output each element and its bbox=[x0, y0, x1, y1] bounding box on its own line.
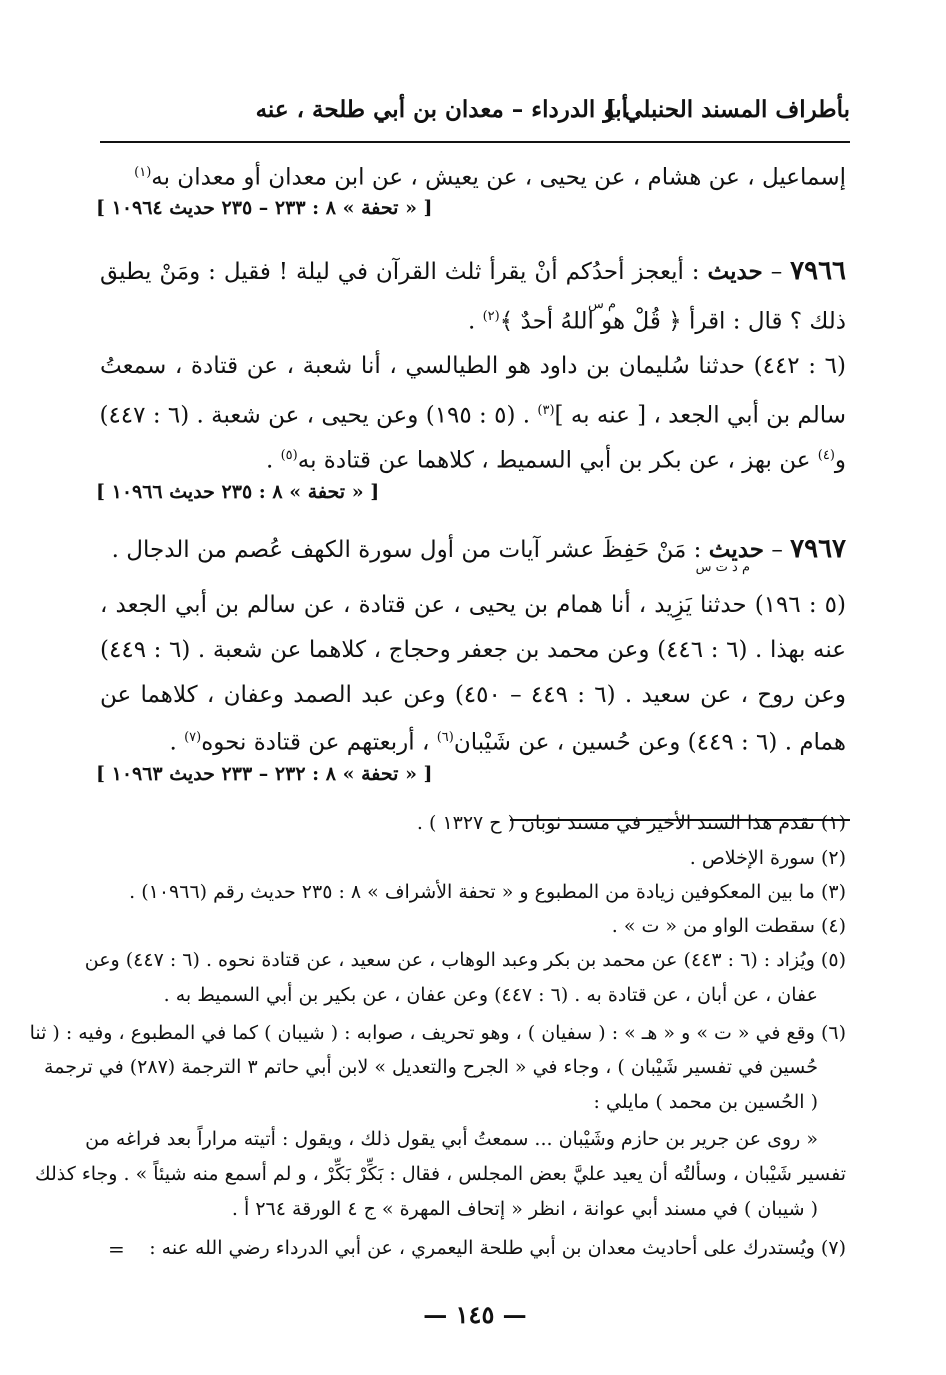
intro-line bbox=[134, 156, 846, 195]
hadith-number: ٧٩٦٧ bbox=[790, 534, 846, 564]
isnad-text: سالم بن أبي الجعد ، [ عنه به ] bbox=[554, 402, 846, 429]
period: . bbox=[169, 729, 185, 756]
hadith-label: حديث bbox=[708, 536, 765, 563]
isnad-text: . (٥ : ١٩٥) وعن يحيى ، عن شعبة . (٦ : ٤٤٧) bbox=[99, 402, 538, 429]
isnad-text: عن بهز ، عن بكر بن أبي السميط ، كلاهما عن قتادة به bbox=[297, 447, 818, 474]
isnad-line bbox=[266, 439, 846, 478]
isnad-line bbox=[100, 349, 846, 383]
footnote-6: (٦) وقع في « ت » و « هـ » : ( سفيان ) ، وهو تحريف ، صوابه : ( شيبان ) كما في المطبوع ، وفيه : ( ثنا bbox=[29, 1022, 846, 1044]
footnote-ref-2: (٢) bbox=[482, 309, 500, 324]
header-section-title: أبو الدرداء – معدان بن أبي طلحة ، عنه bbox=[255, 96, 628, 123]
page-number: — ١٤٥ — bbox=[423, 1300, 527, 1329]
collection-symbols: م س bbox=[587, 297, 616, 312]
isnad-text: و bbox=[834, 447, 846, 474]
isnad-text: وعن روح ، عن سعيد . (٦ : ٤٤٩ – ٤٥٠) وعن عبد الصمد وعفان ، كلاهما عن bbox=[100, 682, 846, 708]
isnad-text: (٦ : ٤٤٢) حدثنا سُليمان بن داود هو الطيالسي ، أنا شعبة ، عن قتادة ، سمعتُ bbox=[100, 353, 846, 379]
footnote-5-continued: عفان ، عن أبان ، عن قتادة به . (٦ : ٤٤٧) وعن عفان ، عن بكير بن أبي السميط به . bbox=[163, 984, 818, 1006]
hadith-label: حديث bbox=[707, 258, 763, 285]
hadith-text: : أيعجز أحدُكم أنْ يقرأ ثلث القرآن في ليلة ! فقيل : ومَنْ يطيق bbox=[100, 259, 708, 285]
period: . bbox=[265, 447, 281, 474]
footnote-2: (٢) سورة الإخلاص . bbox=[689, 847, 846, 869]
footnote-4: (٤) سقطت الواو من « ت » . bbox=[611, 915, 846, 937]
footnote-ref-4: (٤) bbox=[817, 448, 835, 463]
isnad-line bbox=[100, 394, 846, 433]
hadith-text: ذلك ؟ قال : اقرأ ﴿ قُلْ هو اللهُ أحدٌ ﴾ bbox=[499, 308, 846, 335]
hadith-number: ٧٩٦٦ bbox=[790, 256, 846, 286]
footnote-6-quote: ( شيبان ) في مسند أبي عوانة ، انظر « إتحاف المهرة » ج ٤ الورقة ٢٦٤ أ . bbox=[231, 1198, 818, 1220]
isnad-line bbox=[100, 633, 846, 667]
dash: – bbox=[764, 537, 791, 563]
footnote-ref-1: (١) bbox=[134, 165, 152, 180]
hadith-text: : مَنْ حَفِظَ عشر آيات من أول سورة الكهف عُصم من الدجال . bbox=[111, 537, 709, 563]
tuhfa-reference: [ « تحفة » ٨ : ٢٣٣ – ٢٣٥ حديث ١٠٩٦٤ ] bbox=[96, 197, 433, 219]
running-header bbox=[100, 96, 850, 136]
footnote-ref-5: (٥) bbox=[280, 448, 298, 463]
intro-text: إسماعيل ، عن هشام ، عن يحيى ، عن يعيش ، عن ابن معدان أو معدان به bbox=[151, 164, 846, 191]
isnad-text: همام . (٦ : ٤٤٩) وعن حُسين ، عن شَيْبان bbox=[453, 729, 846, 756]
hadith-7966-line2 bbox=[468, 300, 846, 339]
period: . bbox=[467, 308, 483, 335]
footnote-6-continued: حُسين في تفسير شَيْبان ) ، وجاء في « الجرح والتعديل » لابن أبي حاتم ٣ الترجمة (٢٨٧) في ترجمة bbox=[44, 1056, 818, 1078]
footnote-6-quote: تفسير شَيْبان ، وسألتُه أن يعيد عليَّ بعض المجلس ، فقال : بَكِّرْ بَكِّرْ ، و لم أسمع منه شيئاً » . وجاء كذلك bbox=[34, 1163, 846, 1185]
footnote-6-continued: ( الحُسين بن محمد ) مايلي : bbox=[593, 1091, 818, 1113]
hadith-7966-heading bbox=[100, 254, 846, 289]
isnad-text: عنه بهذا . (٦ : ٤٤٦) وعن محمد بن جعفر وحجاج ، كلاهما عن شعبة . (٦ : ٤٤٩) bbox=[100, 637, 846, 663]
footnote-6-quote: « روى عن جرير بن حازم وشَيْبان ... سمعتُ أبي يقول ذلك ، ويقول : أتيته مراراً بعد فراغه من bbox=[85, 1128, 818, 1150]
dash: – bbox=[762, 259, 791, 285]
isnad-line bbox=[169, 721, 846, 760]
footnote-ref-7: (٧) bbox=[184, 730, 202, 745]
collection-symbols: م د ت س bbox=[695, 560, 750, 575]
tuhfa-reference: [ « تحفة » ٨ : ٢٣٢ – ٢٣٣ حديث ١٠٩٦٣ ] bbox=[96, 763, 433, 785]
footnote-ref-3: (٣) bbox=[537, 403, 555, 418]
tuhfa-reference: [ « تحفة » ٨ : ٢٣٥ حديث ١٠٩٦٦ ] bbox=[96, 481, 380, 503]
header-book-title: بأطراف المسند الحنبلي ] bbox=[605, 96, 850, 123]
footnote-ref-6: (٦) bbox=[436, 730, 454, 745]
isnad-text: (٥ : ١٩٦) حدثنا يَزِيد ، أنا همام بن يحيى ، عن قتادة ، عن سالم بن أبي الجعد ، bbox=[100, 592, 847, 618]
footnote-5: (٥) ويُزاد : (٦ : ٤٤٣) عن محمد بن بكر وعبد الوهاب ، عن سعيد ، عن قتادة نحوه . (٦ : ٤٤٧) وعن bbox=[84, 949, 846, 971]
header-rule bbox=[100, 141, 850, 143]
continuation-mark: = bbox=[108, 1237, 125, 1261]
footnote-1: (١) تقدم هذا السند الأخير في مسند ثوبان ( ح ١٣٢٧ ) . bbox=[416, 812, 846, 834]
footnote-7: (٧) ويُستدرك على أحاديث معدان بن أبي طلحة اليعمري ، عن أبي الدرداء رضي الله عنه : bbox=[149, 1237, 846, 1259]
isnad-text: ، أربعتهم عن قتادة نحوه bbox=[201, 729, 437, 756]
footnote-3: (٣) ما بين المعكوفين زيادة من المطبوع و « تحفة الأشراف » ٨ : ٢٣٥ حديث رقم (١٠٩٦٦) . bbox=[129, 881, 846, 903]
isnad-line bbox=[100, 678, 846, 712]
isnad-line bbox=[100, 588, 846, 622]
